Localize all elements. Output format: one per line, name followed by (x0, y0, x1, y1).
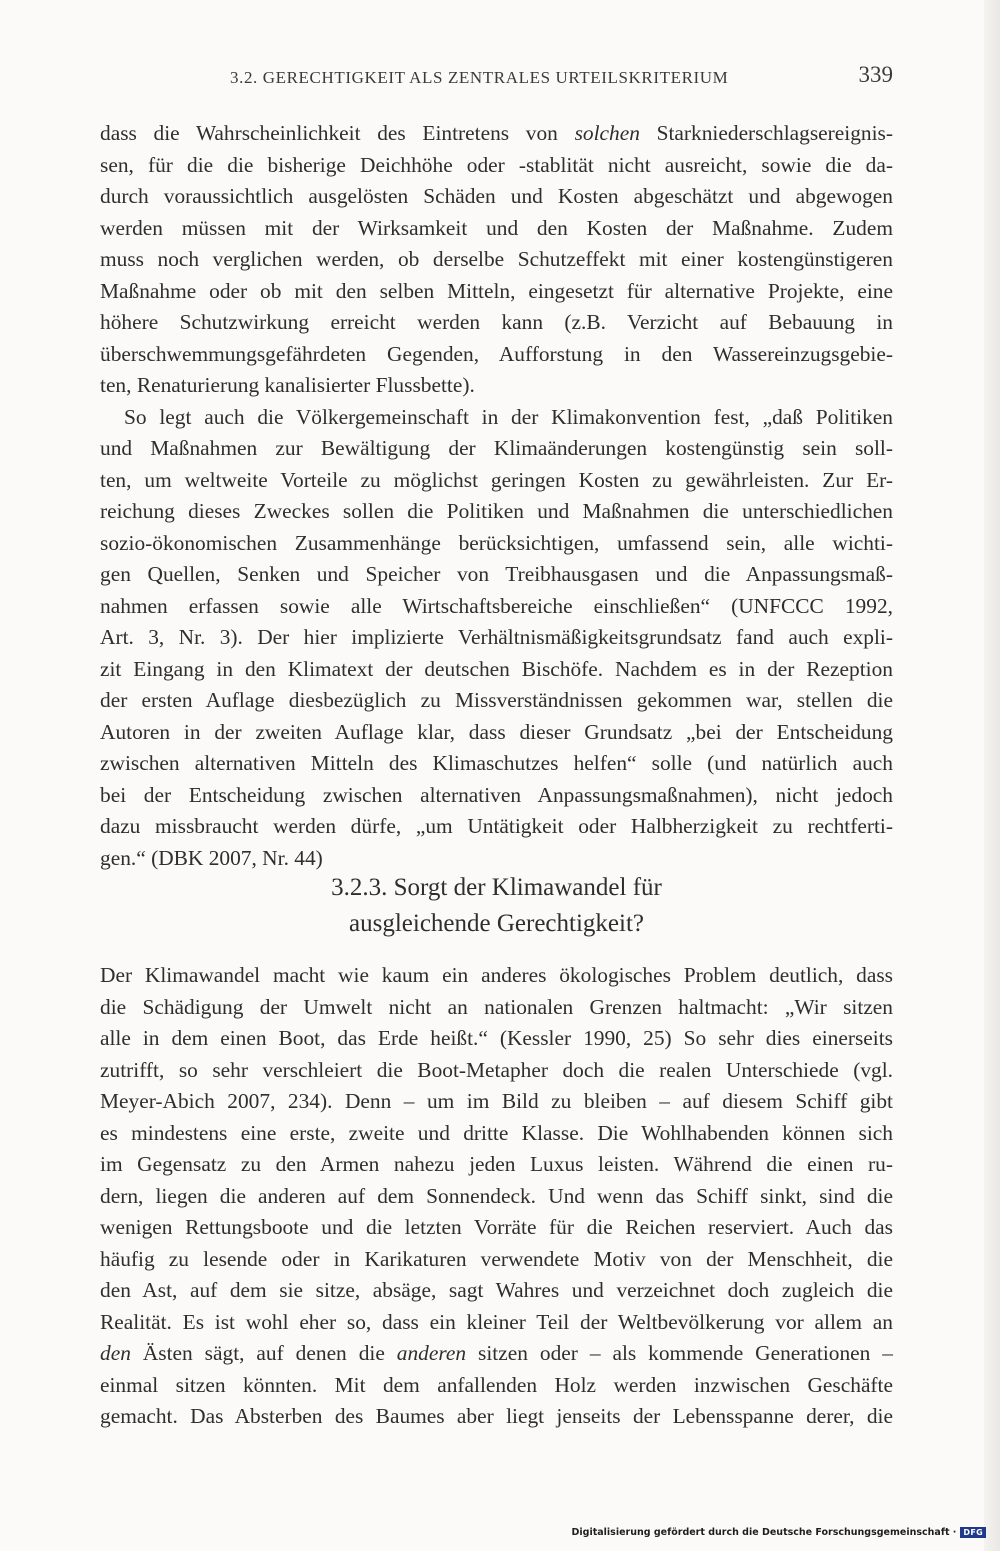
text-line (100, 118, 893, 150)
text-line: höhere Schutzwirkung erreicht werden kann (z.B. Verzicht auf Bebauung in (100, 310, 893, 334)
paragraph-block-1 (100, 118, 893, 874)
section-heading (100, 870, 893, 942)
text-line (100, 1338, 893, 1370)
text-line: werden müssen mit der Wirksamkeit und den Kosten der Maßnahme. Zudem (100, 215, 893, 240)
paragraph-block-2 (100, 960, 893, 1433)
text-line: einmal sitzen könnten. Mit dem anfallenden Holz werden inzwischen Geschäfte (100, 1372, 893, 1397)
italic-word: anderen (396, 1341, 467, 1365)
text-segment: Ästen sägt, auf denen die (130, 1341, 397, 1365)
text-line: bei der Entscheidung zwischen alternativen Anpassungsmaßnahmen), nicht jedoch (100, 782, 893, 807)
text-line: und Maßnahmen zur Bewältigung der Klimaänderungen kostengünstig sein soll- (100, 436, 893, 460)
text-segment: dass die Wahrscheinlichkeit des Eintretens von (100, 121, 575, 145)
text-line: zit Eingang in den Klimatext der deutschen Bischöfe. Nachdem es in der Rezeption (100, 656, 893, 681)
text-line: zutrifft, so sehr verschleiert die Boot-Metapher doch die realen Unterschiede (vgl. (100, 1057, 893, 1082)
text-line: gen.“ (DBK 2007, Nr. 44) (100, 845, 323, 870)
text-segment: Starkniederschlagsereignis- (639, 121, 893, 145)
dfg-logo: DFG (960, 1527, 986, 1538)
text-line: Der Klimawandel macht wie kaum ein anderes ökologisches Problem deutlich, dass (100, 963, 893, 987)
text-line: dern, liegen die anderen auf dem Sonnendeck. Und wenn das Schiff sinkt, sind die (100, 1183, 893, 1208)
italic-word: den (100, 1341, 131, 1365)
running-head (100, 62, 893, 92)
text-line: durch voraussichtlich ausgelösten Schäden und Kosten abgeschätzt und abgewogen (100, 184, 893, 208)
digitization-credit (572, 1527, 986, 1538)
text-segment: sitzen oder – als kommende Generationen – (466, 1341, 893, 1365)
text-line: sen, für die die bisherige Deichhöhe oder -stablität nicht ausreicht, sowie die da- (100, 152, 893, 177)
text-line: Realität. Es ist wohl eher so, dass ein kleiner Teil der Weltbevölkerung vor allem an (100, 1309, 893, 1334)
italic-word: solchen (574, 121, 640, 145)
scan-edge (984, 0, 1000, 1551)
text-line: muss noch verglichen werden, ob derselbe Schutzeffekt mit einer kostengünstigeren (100, 247, 893, 271)
text-line: alle in dem einen Boot, das Erde heißt.“ (Kessler 1990, 25) So sehr dies einerseits (100, 1026, 893, 1050)
text-line: der ersten Auflage diesbezüglich zu Missverständnissen gekommen war, stellen die (100, 688, 893, 712)
text-line: ten, Renaturierung kanalisierter Flussbette). (100, 373, 475, 397)
heading-line-2: ausgleichende Gerechtigkeit? (349, 910, 644, 937)
text-line: überschwemmungsgefährdeten Gegenden, Aufforstung in den Wassereinzugsgebie- (100, 341, 893, 366)
text-line: dazu missbraucht werden dürfe, „um Untätigkeit oder Halbherzigkeit zu rechtferti- (100, 814, 893, 838)
heading-line-1: 3.2.3. Sorgt der Klimawandel für (331, 874, 662, 901)
text-line: im Gegensatz zu den Armen nahezu jeden Luxus leisten. Während die einen ru- (100, 1152, 893, 1176)
text-line: Art. 3, Nr. 3). Der hier implizierte Verhältnismäßigkeitsgrundsatz fand auch expli- (100, 625, 893, 649)
text-line: nahmen erfassen sowie alle Wirtschaftsbereiche einschließen“ (UNFCCC 1992, (100, 593, 893, 618)
text-line: gen Quellen, Senken und Speicher von Treibhausgasen und die Anpassungsmaß- (100, 562, 893, 586)
text-line: den Ast, auf dem sie sitze, absäge, sagt Wahres und verzeichnet doch zugleich die (100, 1278, 893, 1302)
text-line: Meyer-Abich 2007, 234). Denn – um im Bild zu bleiben – auf diesem Schiff gibt (100, 1089, 893, 1113)
text-line: zwischen alternativen Mitteln des Klimaschutzes helfen“ solle (und natürlich auch (100, 751, 893, 775)
text-line: wenigen Rettungsboote und die letzten Vorräte für die Reichen reserviert. Auch das (100, 1215, 893, 1239)
text-line: Maßnahme oder ob mit den selben Mitteln, eingesetzt für alternative Projekte, eine (100, 278, 893, 303)
running-title: 3.2. GERECHTIGKEIT ALS ZENTRALES URTEILSKRITERIUM (230, 68, 729, 87)
credit-text: Digitalisierung gefördert durch die Deutsche Forschungsgemeinschaft · (571, 1527, 957, 1538)
text-line: die Schädigung der Umwelt nicht an nationalen Grenzen haltmacht: „Wir sitzen (100, 994, 893, 1019)
text-line: sozio-ökonomischen Zusammenhänge berücksichtigen, umfassend sein, alle wichti- (100, 530, 893, 555)
text-line: es mindestens eine erste, zweite und dritte Klasse. Die Wohlhabenden können sich (100, 1120, 893, 1145)
text-line: reichung dieses Zweckes sollen die Politiken und Maßnahmen die unterschiedlichen (100, 499, 893, 523)
text-line: ten, um weltweite Vorteile zu möglichst geringen Kosten zu gewährleisten. Zur Er- (100, 467, 893, 492)
text-line: gemacht. Das Absterben des Baumes aber liegt jenseits der Lebensspanne derer, die (100, 1404, 893, 1428)
text-line: häufig zu lesende oder in Karikaturen verwendete Motiv von der Menschheit, die (100, 1246, 893, 1271)
page-number: 339 (858, 62, 893, 87)
text-line: So legt auch die Völkergemeinschaft in der Klimakonvention fest, „daß Politiken (124, 404, 893, 429)
text-line: Autoren in der zweiten Auflage klar, dass dieser Grundsatz „bei der Entscheidung (100, 719, 893, 744)
